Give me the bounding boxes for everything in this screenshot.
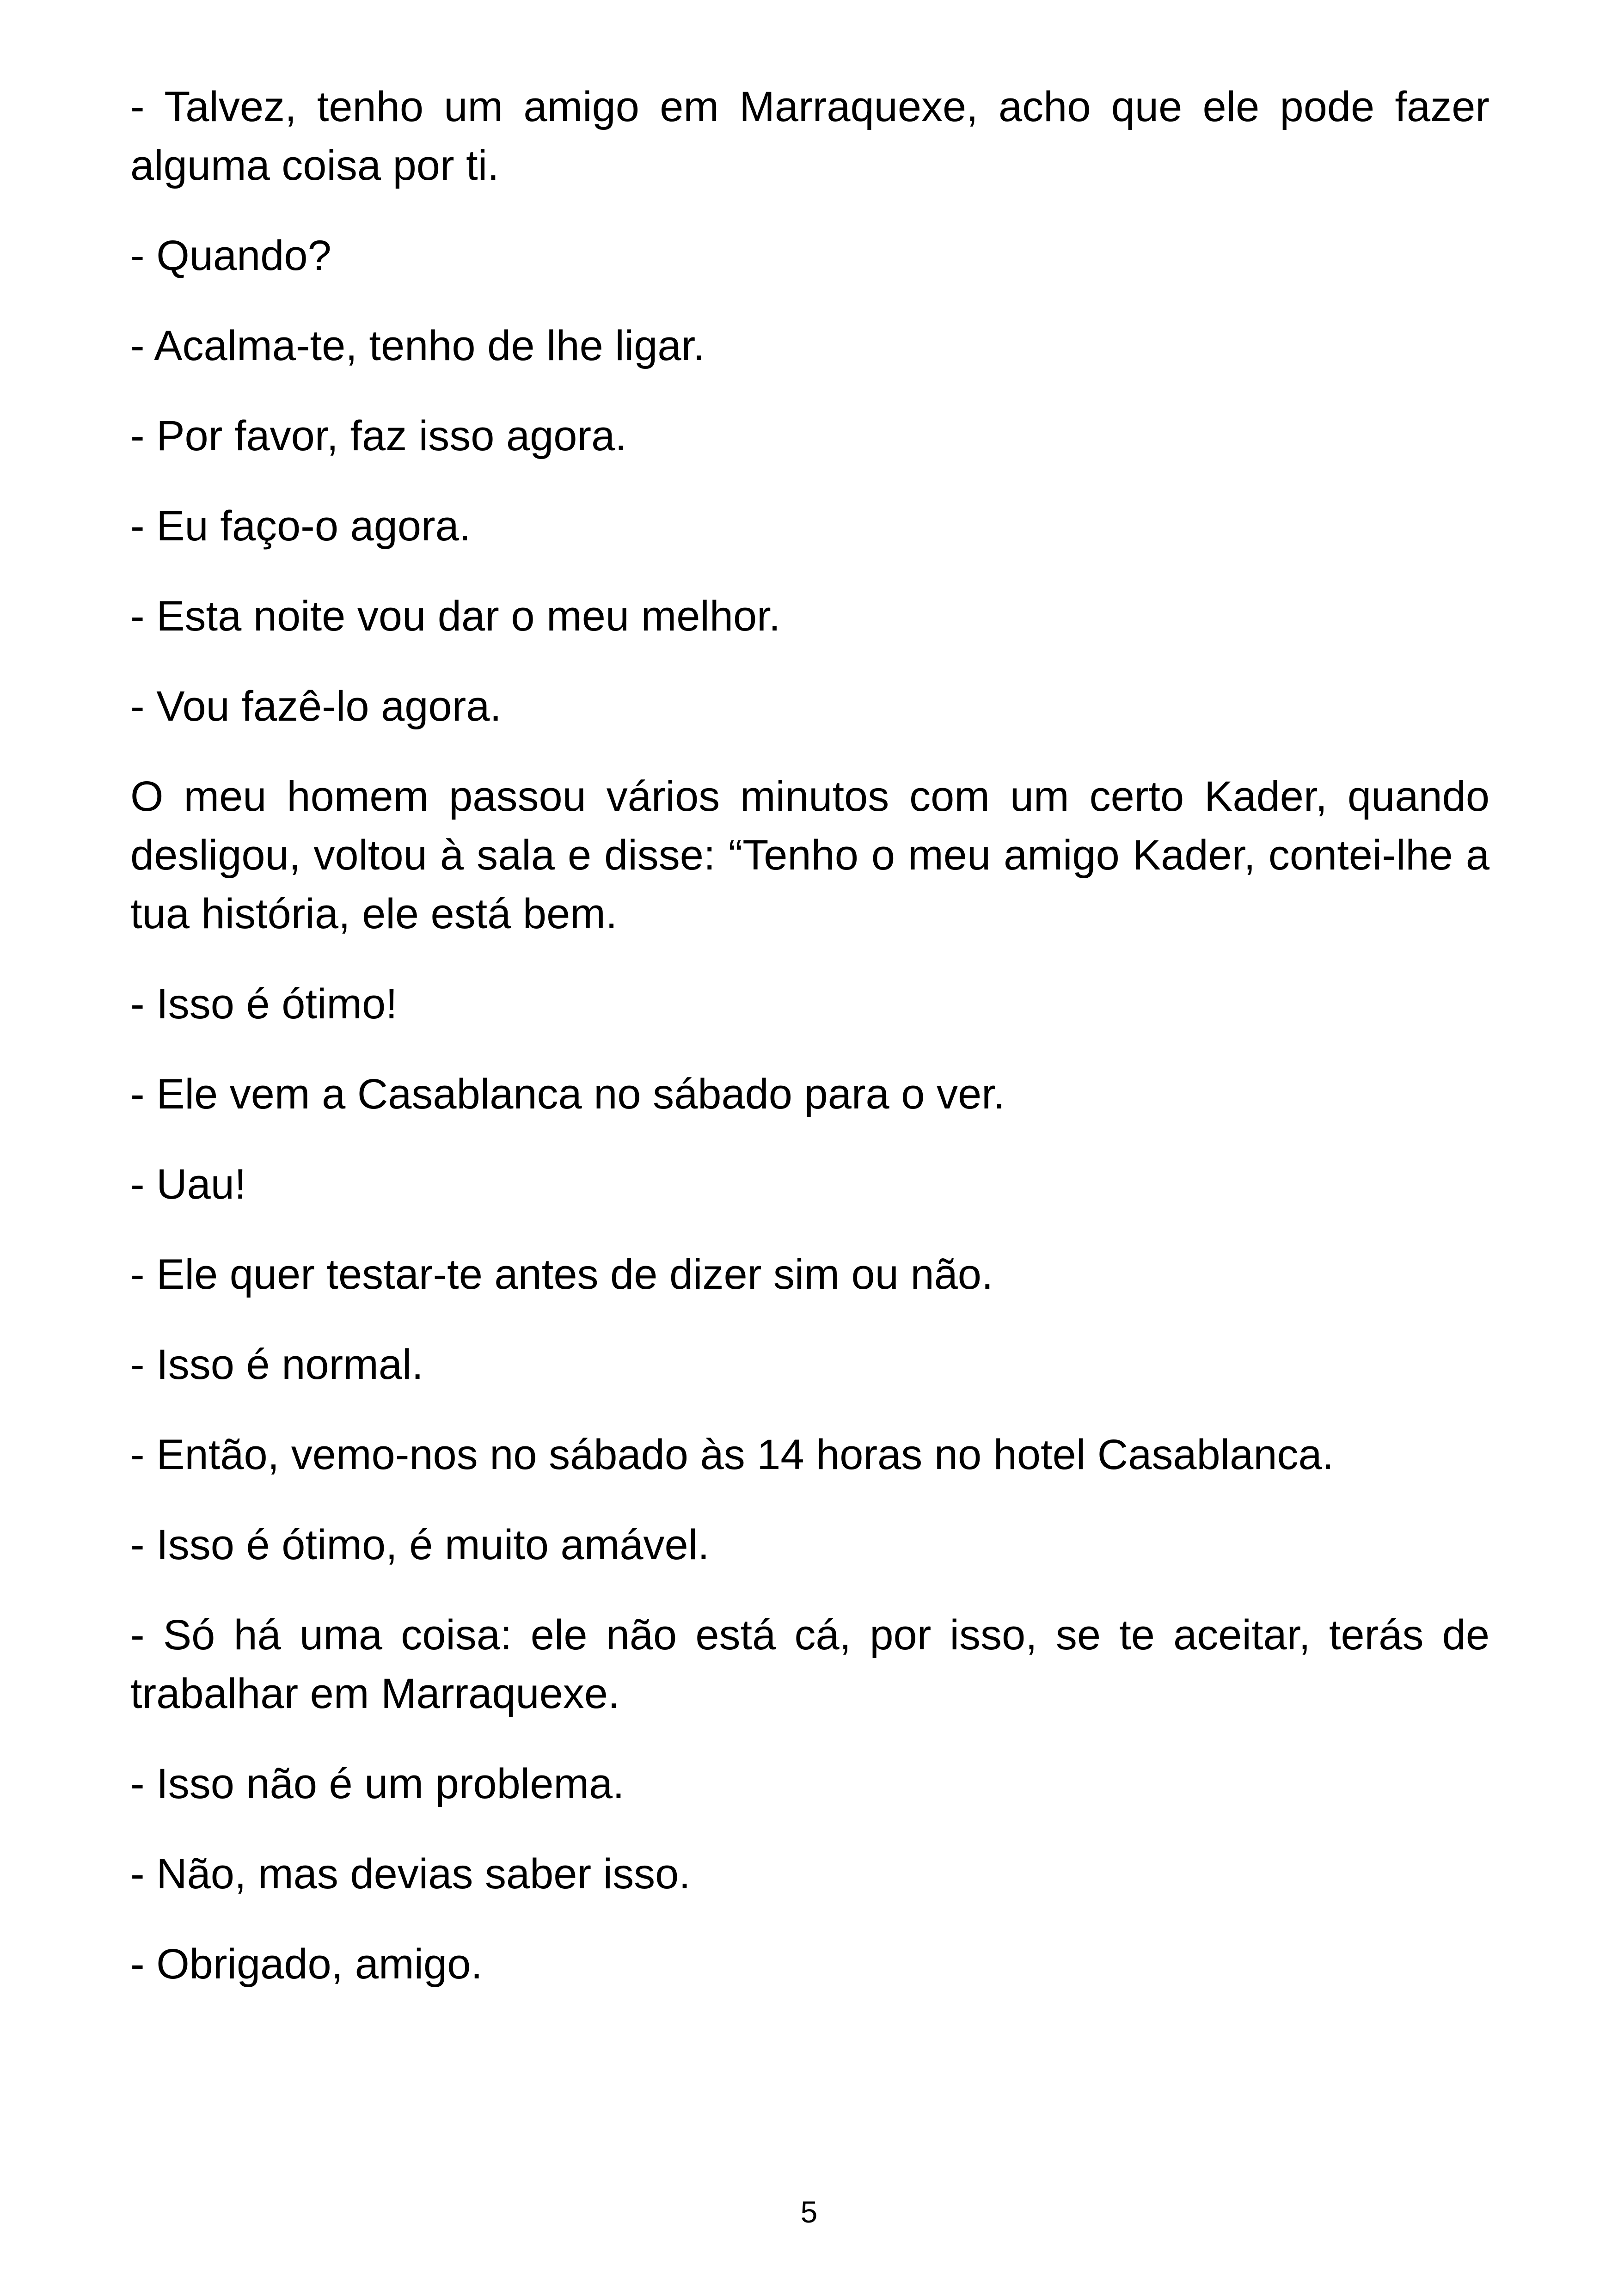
paragraph-12: - Ele quer testar-te antes de dizer sim ou não. — [130, 1251, 993, 1298]
paragraph-19: - Obrigado, amigo. — [130, 1941, 483, 1988]
paragraph-4: - Por favor, faz isso agora. — [130, 412, 627, 459]
paragraph-2: - Quando? — [130, 232, 331, 279]
paragraph-10: - Ele vem a Casablanca no sábado para o ver. — [130, 1071, 1005, 1118]
paragraph-17: - Isso não é um problema. — [130, 1760, 625, 1807]
paragraph-16: - Só há uma coisa: ele não está cá, por isso, se te aceitar, terás de trabalhar em Marraquexe. — [130, 1611, 1489, 1717]
paragraph-6: - Esta noite vou dar o meu melhor. — [130, 593, 781, 640]
paragraph-18: - Não, mas devias saber isso. — [130, 1850, 691, 1898]
paragraph-11: - Uau! — [130, 1161, 246, 1208]
page-number: 5 — [800, 2195, 818, 2229]
paragraph-7: - Vou fazê-lo agora. — [130, 683, 502, 730]
paragraph-9: - Isso é ótimo! — [130, 980, 398, 1028]
paragraph-8: O meu homem passou vários minutos com um certo Kader, quando desligou, voltou à sala e disse: “Tenho o meu amigo Kader, contei-lhe a tua história, ele está bem. — [130, 773, 1489, 937]
paragraph-3: - Acalma-te, tenho de lhe ligar. — [130, 322, 705, 369]
body-text — [130, 78, 1489, 2025]
paragraph-5: - Eu faço-o agora. — [130, 502, 471, 550]
paragraph-1: - Talvez, tenho um amigo em Marraquexe, acho que ele pode fazer alguma coisa por ti. — [130, 83, 1489, 189]
paragraph-13: - Isso é normal. — [130, 1341, 423, 1388]
paragraph-14: - Então, vemo-nos no sábado às 14 horas no hotel Casablanca. — [130, 1431, 1334, 1478]
paragraph-15: - Isso é ótimo, é muito amável. — [130, 1521, 710, 1568]
